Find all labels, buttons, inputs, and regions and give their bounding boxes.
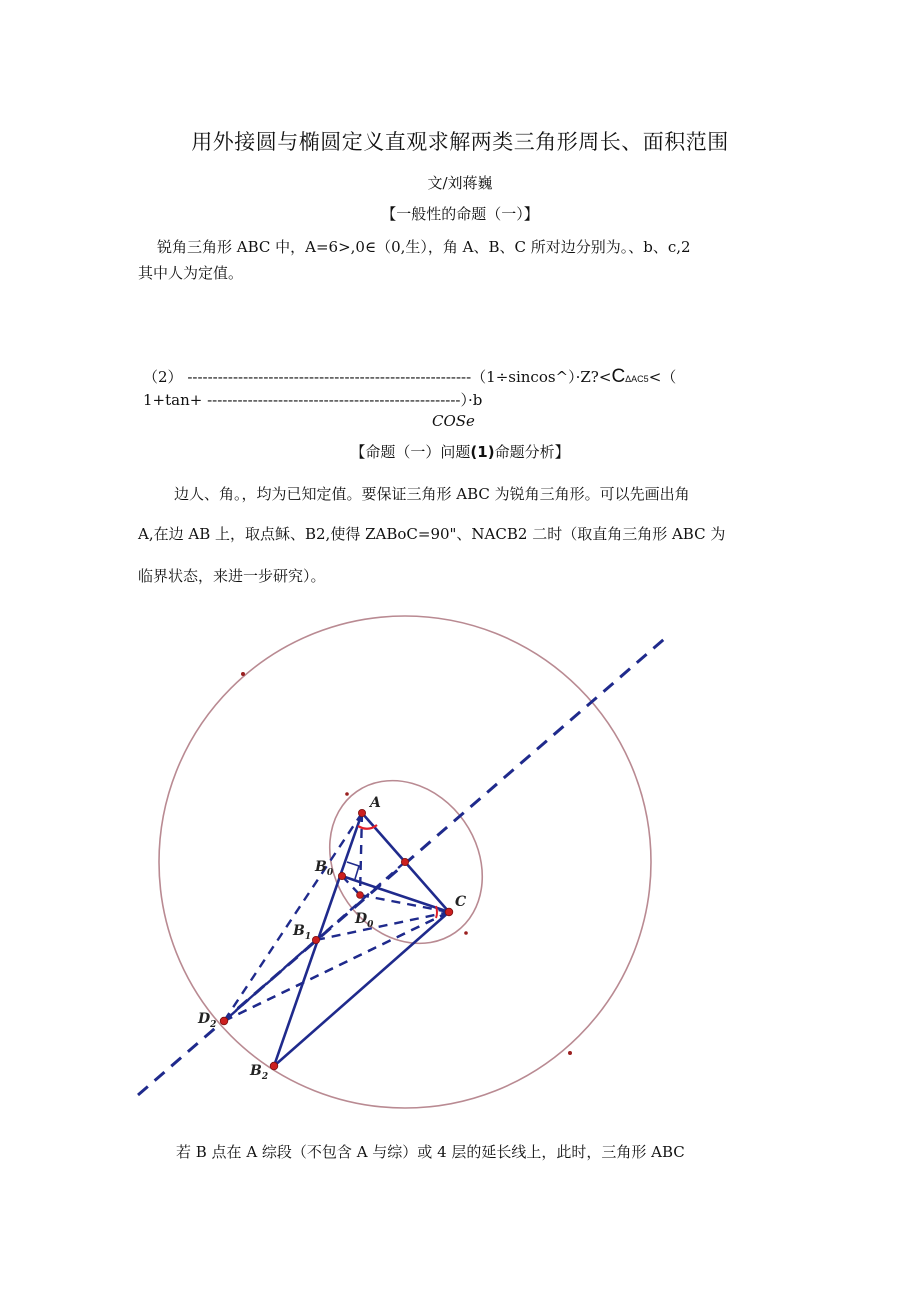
geometry-figure: [0, 600, 920, 1120]
label-a: A: [370, 795, 381, 811]
section-heading-general-proposition: 【一般性的命题（一）】: [381, 205, 539, 223]
formula-big-c: C: [611, 366, 626, 387]
analysis-line-1: 边人、角。，均为已知定值。要保证三角形 ABC 为锐角三角形。可以先画出角: [174, 485, 690, 503]
label-c: C: [455, 894, 467, 910]
page-title: 用外接圆与椭圆定义直观求解两类三角形周长、面积范围: [191, 130, 729, 154]
section2-number: (1): [470, 443, 495, 461]
ellipse-point-bottom: [464, 931, 468, 935]
label-b1: $B_1$: [293, 923, 312, 942]
formula-subscript: ΔAC5: [625, 374, 649, 384]
section-heading-analysis: [0, 441, 920, 462]
point-midpoint: [401, 858, 408, 865]
dashed-d2-to-c-2: [224, 912, 449, 1021]
point-b1: [312, 936, 319, 943]
angle-c-arc: [436, 906, 437, 918]
formula-part-a: （2）: [143, 368, 183, 386]
ellipse-point-top: [345, 792, 349, 796]
label-d2: $D_2$: [198, 1011, 217, 1030]
problem-statement-line-2: 其中人为定值。: [138, 264, 244, 282]
author-line: 文/刘蒋巍: [427, 174, 493, 192]
circle-point-bottom-right: [568, 1051, 572, 1055]
section2-part-c: 命题分析】: [494, 443, 570, 461]
point-b0: [338, 872, 345, 879]
problem-statement-line-1: 锐角三角形 ABC 中，A=6>,0∈（0,生），角 A、B、C 所对边分别为。、b、c,2: [157, 238, 691, 256]
label-b0: $B_0$: [315, 859, 334, 878]
dashed-b1-to-c: [316, 912, 449, 940]
formula-part-e: <（: [648, 368, 677, 386]
point-b2: [270, 1062, 278, 1070]
formula-line-2: 1+tan+ --------------------------------------------------）·b: [143, 391, 483, 409]
analysis-line-3: 临界状态，来进一步研究）。: [138, 567, 326, 585]
formula-part-b: --------------------------------------------------------（1÷sincos^）·Z?<: [187, 368, 612, 386]
point-d2: [220, 1017, 228, 1025]
label-b2: $B_2$: [250, 1063, 269, 1082]
point-c: [445, 908, 453, 916]
point-d0: [357, 892, 364, 899]
circle-point-top-left: [241, 672, 245, 676]
analysis-line-2: A,在边 AB 上，取点稣、B2,使得 ZABoC=90"、NACB2 二时（取直角三角形 ABC 为: [138, 525, 726, 543]
formula-line-1: [143, 366, 676, 388]
label-d0: $D_0$: [355, 911, 374, 930]
right-angle-marker: [347, 862, 359, 879]
section2-part-a: 【命题（一）问题: [350, 443, 471, 461]
point-a: [358, 809, 365, 816]
formula-line-3: COSe: [432, 412, 475, 430]
caption-line: 若 B 点在 A 综段（不包含 A 与综）或 4 层的延长线上，此时，三角形 ABC: [176, 1143, 685, 1161]
